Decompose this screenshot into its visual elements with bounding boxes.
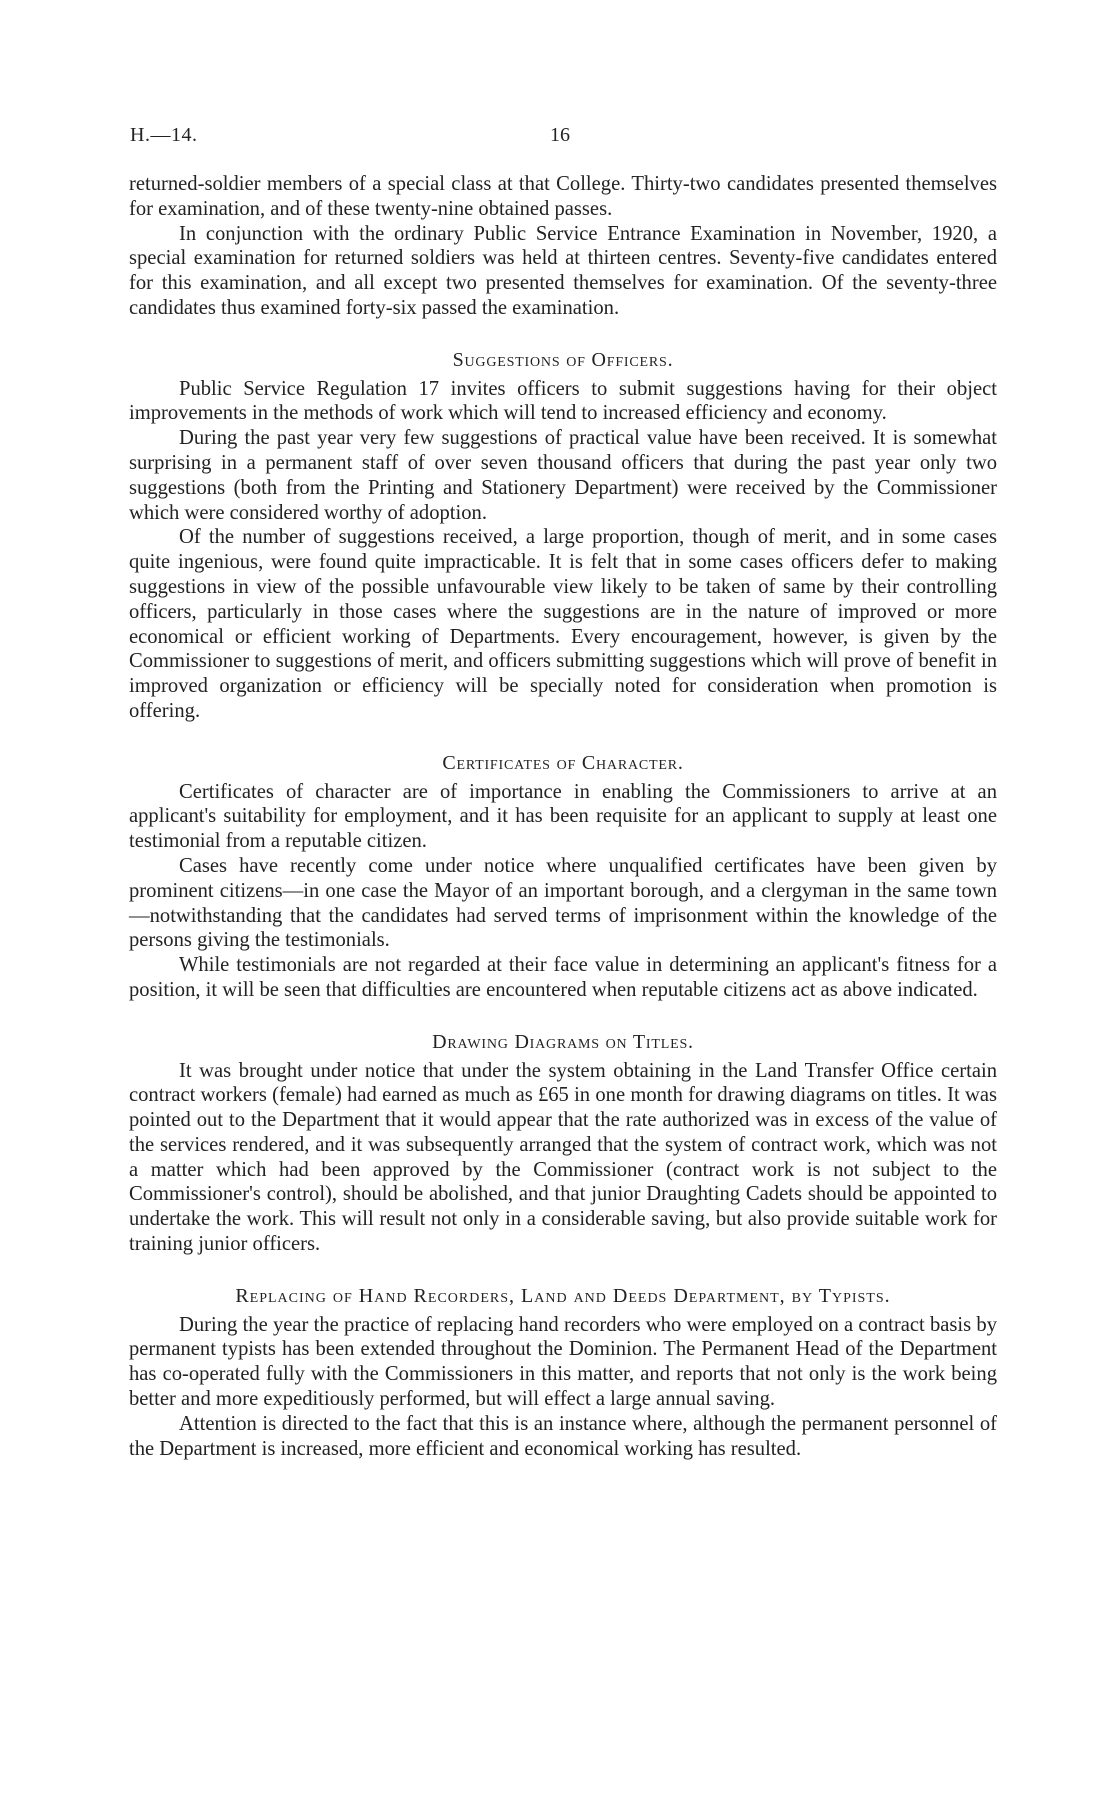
paragraph: In conjunction with the ordinary Public Service Entrance Examination in November, 1920, a special examination for returned soldiers was held at thirteen centres. Seventy-five candidates entered for this examination, and all except two presented themselves for examination. Of the seventy-three candidates thus examined forty-six passed the examination.: [129, 222, 997, 319]
document-body: [129, 172, 997, 1461]
paragraph: Public Service Regulation 17 invites officers to submit suggestions having for their object improvements in the methods of work which will tend to increased efficiency and economy.: [129, 377, 997, 425]
paragraph: It was brought under notice that under the system obtaining in the Land Transfer Office certain contract workers (female) had earned as much as £65 in one month for drawing diagrams on titles. It was pointed out to the Department that it would appear that the rate authorized was in excess of the value of the services rendered, and it was subsequently arranged that the system of contract work, which was not a matter which had been approved by the Commissioner (contract work is not subject to the Commissioner's control), should be abolished, and that junior Draughting Cadets should be appointed to undertake the work. This will result not only in a considerable saving, but also provide suitable work for training junior officers.: [129, 1059, 997, 1256]
paragraph: Of the number of suggestions received, a large proportion, though of merit, and in some cases quite ingenious, were found quite impracticable. It is felt that in some cases officers defer to making suggestions in view of the possible unfavourable view likely to be taken of same by their controlling officers, particularly in those cases where the suggestions are in the nature of improved or more economical or efficient working of Departments. Every encouragement, however, is given by the Commissioner to suggestions of merit, and officers submitting suggestions which will prove of benefit in improved organization or efficiency will be specially noted for consideration when promotion is offering.: [129, 526, 997, 722]
paragraph: returned-soldier members of a special class at that College. Thirty-two candidates presented themselves for examination, and of these twenty-nine obtained passes.: [129, 173, 997, 220]
section-heading: Drawing Diagrams on Titles.: [432, 1030, 694, 1053]
paragraph: While testimonials are not regarded at their face value in determining an applicant's fitness for a position, it will be seen that difficulties are encountered when reputable citizens act as above indicated.: [129, 954, 997, 1001]
section-heading: Suggestions of Officers.: [452, 348, 674, 371]
section-heading: Replacing of Hand Recorders, Land and Deeds Department, by Typists.: [235, 1284, 891, 1307]
paragraph: Attention is directed to the fact that this is an instance where, although the permanent personnel of the Department is increased, more efficient and economical working has resulted.: [129, 1412, 997, 1460]
document-reference: H.—14.: [130, 124, 198, 146]
paragraph: During the year the practice of replacing hand recorders who were employed on a contract basis by permanent typists has been extended throughout the Dominion. The Permanent Head of the Department has co-operated fully with the Commissioners in this matter, and reports that not only is the work being better and more expeditiously performed, but will effect a large annual saving.: [129, 1313, 997, 1411]
section-heading: Certificates of Character.: [442, 751, 684, 774]
page-number: 16: [550, 124, 570, 146]
paragraph: Certificates of character are of importance in enabling the Commissioners to arrive at an applicant's suitability for employment, and it has been requisite for an applicant to supply at least one testimonial from a reputable citizen.: [129, 780, 997, 853]
paragraph: During the past year very few suggestions of practical value have been received. It is somewhat surprising in a permanent staff of over seven thousand officers that during the past year only two suggestions (both from the Printing and Stationery Department) were received by the Commissioner which were considered worthy of adoption.: [129, 427, 997, 524]
paragraph: Cases have recently come under notice where unqualified certificates have been given by prominent citizens—in one case the Mayor of an important borough, and a clergyman in the same town—notwithstanding that the candidates had served terms of imprisonment within the knowledge of the persons giving the testimonials.: [129, 854, 997, 952]
